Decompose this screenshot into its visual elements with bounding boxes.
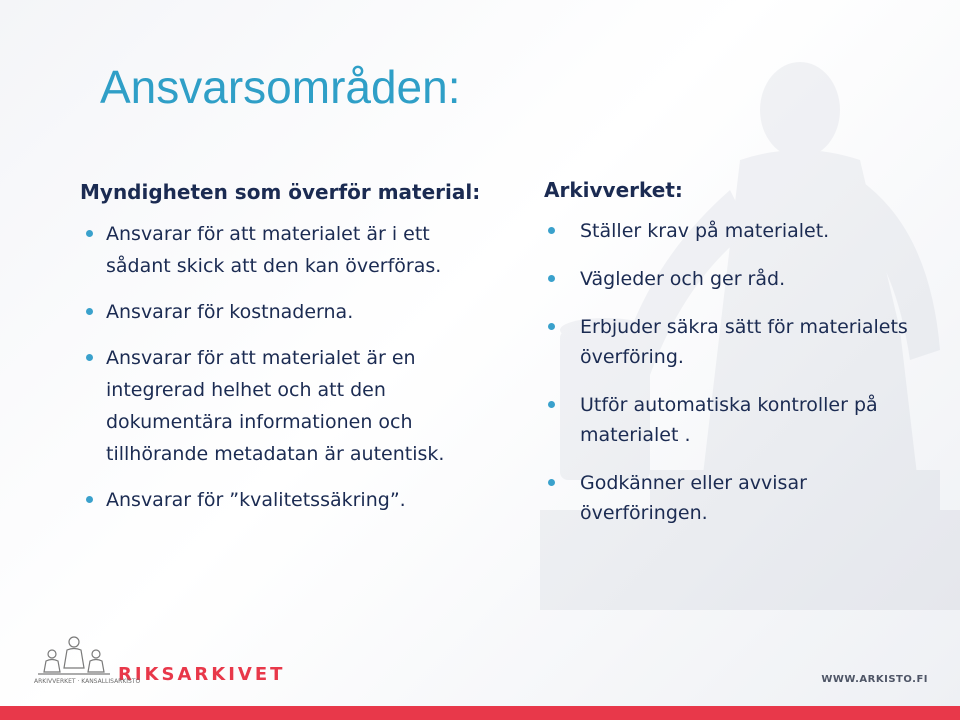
- bullet-icon: [548, 323, 555, 330]
- bottom-accent-bar: [0, 706, 960, 720]
- list-item-text: Ansvarar för kostnaderna.: [106, 301, 354, 323]
- list-item-text: Utför automatiska kontroller på materialet .: [580, 394, 878, 446]
- list-item: [544, 264, 934, 294]
- list-item-text: Erbjuder säkra sätt för materialets överföring.: [580, 316, 908, 368]
- logo-mark-caption: ARKIVVERKET · KANSALLISARKISTO: [34, 678, 141, 685]
- list-item-text: Godkänner eller avvisar överföringen.: [580, 472, 807, 524]
- list-item: [544, 216, 934, 246]
- logo-wordmark: RIKSARKIVET: [118, 664, 286, 685]
- list-item: [80, 296, 490, 328]
- list-item: [544, 312, 934, 372]
- bullet-icon: [86, 230, 93, 237]
- bullet-icon: [548, 479, 555, 486]
- list-item: [544, 390, 934, 450]
- list-item: [80, 342, 490, 470]
- riksarkivet-logo: [34, 632, 285, 690]
- website-link[interactable]: WWW.ARKISTO.FI: [821, 674, 928, 685]
- list-item-text: Ansvarar för ”kvalitetssäkring”.: [106, 489, 406, 511]
- list-item-text: Vägleder och ger råd.: [580, 268, 786, 290]
- left-heading: Myndigheten som överför material:: [80, 180, 481, 204]
- list-item: [544, 468, 934, 528]
- bullet-icon: [86, 308, 93, 315]
- list-item-text: Ansvarar för att materialet är i ett sådant skick att den kan överföras.: [106, 223, 442, 277]
- bullet-icon: [86, 354, 93, 361]
- list-item: [80, 484, 490, 516]
- list-item-text: Ansvarar för att materialet är en integrerad helhet och att den dokumentära informationen och tillhörande metadatan är autentisk.: [106, 347, 445, 465]
- logo-mark-wrap: [34, 632, 141, 690]
- bullet-icon: [86, 496, 93, 503]
- right-bullet-list: [544, 216, 934, 528]
- right-column: [544, 178, 934, 546]
- right-heading: Arkivverket:: [544, 178, 683, 202]
- list-item: [80, 218, 490, 282]
- left-column: [80, 180, 490, 530]
- bullet-icon: [548, 275, 555, 282]
- slide-title: Ansvarsområden:: [100, 61, 461, 113]
- bullet-icon: [548, 401, 555, 408]
- bullet-icon: [548, 227, 555, 234]
- list-item-text: Ställer krav på materialet.: [580, 220, 830, 242]
- left-bullet-list: [80, 218, 490, 516]
